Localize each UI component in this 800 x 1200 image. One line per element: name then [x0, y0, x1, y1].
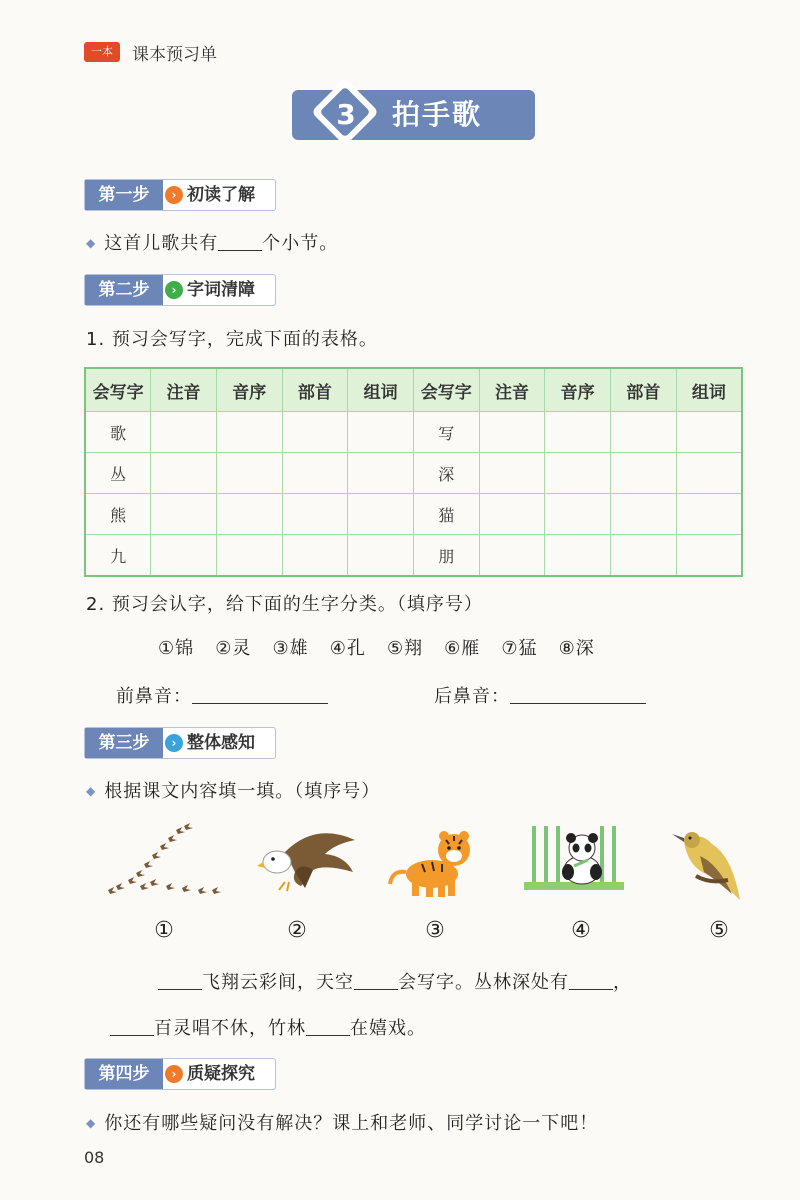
back-nasal-blank[interactable] — [510, 685, 646, 704]
step1-title: 初读了解 — [187, 185, 255, 205]
step4-header — [84, 1058, 276, 1090]
table-header: 部首 — [282, 368, 348, 412]
step4-title: 质疑探究 — [187, 1064, 255, 1084]
lesson-title: 拍手歌 — [392, 98, 483, 131]
table-cell-char: 九 — [85, 535, 151, 577]
table-cell-blank[interactable] — [545, 494, 611, 535]
image-label: ② — [287, 918, 307, 943]
table-header-row — [85, 368, 742, 412]
diamond-bullet-icon: ◆ — [86, 784, 97, 798]
table-cell-blank[interactable] — [348, 453, 414, 494]
table-cell-char: 歌 — [85, 412, 151, 453]
char-option: ③雄 — [272, 638, 309, 659]
lesson-number: 3 — [336, 98, 356, 131]
table-cell-blank[interactable] — [282, 494, 348, 535]
table-cell-blank[interactable] — [216, 535, 282, 577]
back-nasal-label: 后鼻音： — [434, 686, 510, 707]
table-header: 部首 — [611, 368, 677, 412]
table-cell-blank[interactable] — [545, 535, 611, 577]
image-label: ④ — [571, 918, 591, 943]
table-cell-blank[interactable] — [348, 494, 414, 535]
table-cell-blank[interactable] — [282, 412, 348, 453]
table-cell-blank[interactable] — [348, 412, 414, 453]
table-cell-char: 朋 — [413, 535, 479, 577]
step3-question-text: 根据课文内容填一填。（填序号） — [104, 781, 381, 802]
step1-question-before: 这首儿歌共有 — [104, 233, 219, 254]
answer-blank[interactable] — [110, 1017, 154, 1036]
char-option: ⑥雁 — [444, 638, 481, 659]
table-header: 音序 — [545, 368, 611, 412]
table-cell-blank[interactable] — [282, 453, 348, 494]
table-header: 注音 — [479, 368, 545, 412]
step2-q1: 1. 预习会写字，完成下面的表格。 — [86, 329, 378, 350]
answer-blank[interactable] — [306, 1017, 350, 1036]
step3-question — [86, 777, 380, 803]
table-cell-blank[interactable] — [479, 412, 545, 453]
table-cell-blank[interactable] — [545, 412, 611, 453]
table-row — [85, 412, 742, 453]
table-header: 注音 — [151, 368, 217, 412]
step1-arrow-icon: › — [165, 186, 183, 204]
table-header: 会写字 — [413, 368, 479, 412]
answer-blank[interactable] — [218, 232, 262, 251]
step4-label: 第四步 — [85, 1059, 163, 1089]
table-cell-blank[interactable] — [216, 494, 282, 535]
char-options — [158, 634, 611, 660]
table-cell-blank[interactable] — [151, 535, 217, 577]
step3-title: 整体感知 — [187, 733, 255, 753]
table-cell-blank[interactable] — [216, 412, 282, 453]
step2-q2: 2. 预习会认字，给下面的生字分类。（填序号） — [86, 594, 483, 615]
publisher-logo: 一本 — [84, 42, 120, 62]
front-nasal-label: 前鼻音： — [116, 686, 192, 707]
diamond-bullet-icon: ◆ — [86, 1116, 97, 1130]
answer-blank[interactable] — [158, 971, 202, 990]
fill-line-2-part2: 在嬉戏。 — [350, 1018, 426, 1039]
fill-line-1-part2: 会写字。丛林深处有 — [398, 972, 569, 993]
answer-blank[interactable] — [569, 971, 613, 990]
step2-label: 第二步 — [85, 275, 163, 305]
char-option: ①锦 — [158, 638, 195, 659]
table-cell-char: 猫 — [413, 494, 479, 535]
table-header: 组词 — [348, 368, 414, 412]
fill-line-1-part1: 飞翔云彩间，天空 — [202, 972, 354, 993]
table-cell-blank[interactable] — [611, 494, 677, 535]
fill-line-1 — [158, 968, 632, 994]
char-option: ②灵 — [215, 638, 252, 659]
tiger-image — [386, 822, 482, 902]
table-cell-blank[interactable] — [676, 535, 742, 577]
step1-question — [86, 229, 338, 255]
table-cell-blank[interactable] — [676, 453, 742, 494]
step4-question-text: 你还有哪些疑问没有解决？课上和老师、同学讨论一下吧！ — [104, 1113, 599, 1134]
char-option: ④孔 — [329, 638, 366, 659]
table-header: 音序 — [216, 368, 282, 412]
table-cell-blank[interactable] — [282, 535, 348, 577]
step1-header — [84, 179, 276, 211]
diamond-bullet-icon: ◆ — [86, 236, 97, 250]
table-cell-char: 丛 — [85, 453, 151, 494]
step2-title: 字词清障 — [187, 280, 255, 300]
step3-arrow-icon: › — [165, 734, 183, 752]
step4-question — [86, 1109, 598, 1135]
table-row — [85, 494, 742, 535]
answer-blank[interactable] — [354, 971, 398, 990]
back-nasal-row — [434, 682, 646, 708]
step4-arrow-icon: › — [165, 1065, 183, 1083]
fill-line-1-part3: ， — [613, 972, 632, 993]
fill-line-2-part1: 百灵唱不休，竹林 — [154, 1018, 306, 1039]
panda-bamboo-image — [524, 822, 624, 890]
table-header: 会写字 — [85, 368, 151, 412]
front-nasal-row — [116, 682, 328, 708]
table-cell-char: 熊 — [85, 494, 151, 535]
table-cell-char: 深 — [413, 453, 479, 494]
step2-arrow-icon: › — [165, 281, 183, 299]
table-cell-blank[interactable] — [545, 453, 611, 494]
table-cell-blank[interactable] — [479, 535, 545, 577]
step3-header — [84, 727, 276, 759]
image-label: ① — [154, 918, 174, 943]
table-cell-char: 写 — [413, 412, 479, 453]
table-cell-blank[interactable] — [676, 494, 742, 535]
table-cell-blank[interactable] — [479, 453, 545, 494]
table-cell-blank[interactable] — [611, 535, 677, 577]
step2-header — [84, 274, 276, 306]
char-option: ⑧深 — [558, 638, 595, 659]
image-label: ⑤ — [709, 918, 729, 943]
step1-question-after: 个小节。 — [262, 233, 339, 254]
table-cell-blank[interactable] — [676, 412, 742, 453]
char-option: ⑤翔 — [386, 638, 424, 659]
image-label: ③ — [425, 918, 445, 943]
table-cell-blank[interactable] — [348, 535, 414, 577]
geese-flock-image — [104, 822, 228, 902]
table-row — [85, 453, 742, 494]
writing-chars-table — [84, 367, 743, 565]
table-cell-blank[interactable] — [151, 453, 217, 494]
header-title: 课本预习单 — [132, 45, 217, 65]
table-row — [85, 535, 742, 577]
table-cell-blank[interactable] — [216, 453, 282, 494]
table-header: 组词 — [676, 368, 742, 412]
eagle-image — [255, 822, 359, 898]
lark-bird-image — [670, 826, 746, 906]
char-option: ⑦猛 — [501, 638, 538, 659]
table-cell-blank[interactable] — [479, 494, 545, 535]
page-number: 08 — [84, 1148, 105, 1167]
table-cell-blank[interactable] — [151, 494, 217, 535]
step1-label: 第一步 — [85, 180, 163, 210]
table-cell-blank[interactable] — [611, 412, 677, 453]
table-cell-blank[interactable] — [611, 453, 677, 494]
table-cell-blank[interactable] — [151, 412, 217, 453]
fill-line-2 — [110, 1014, 426, 1040]
front-nasal-blank[interactable] — [192, 685, 328, 704]
step3-label: 第三步 — [85, 728, 163, 758]
